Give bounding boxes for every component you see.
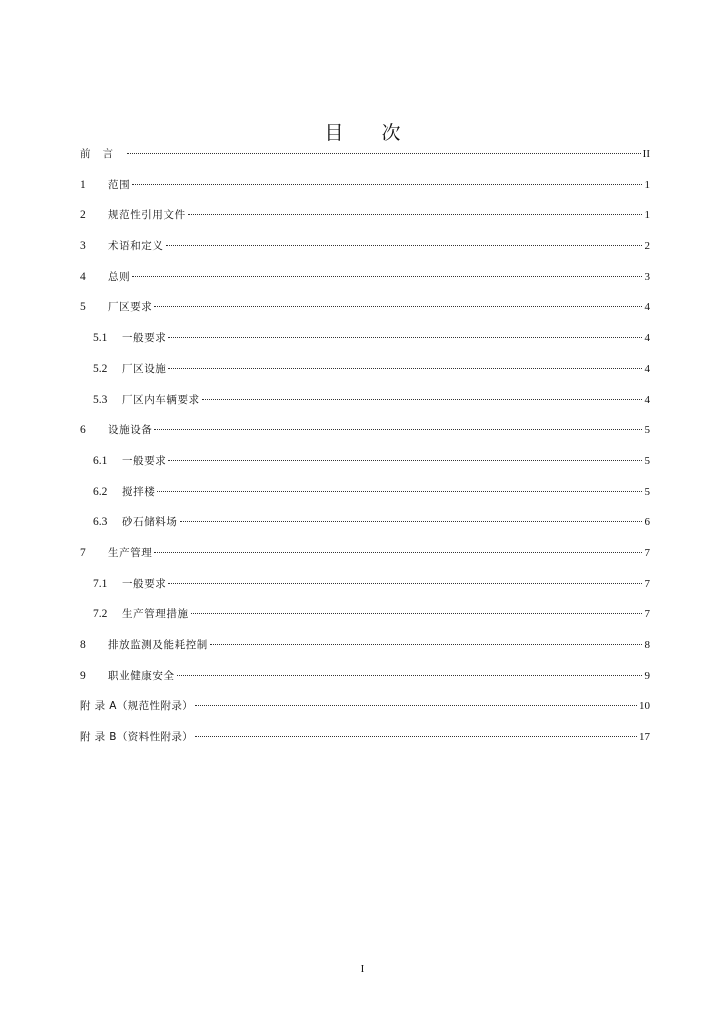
toc-entry[interactable] [80,389,650,420]
toc-entry-title: 总则 [108,270,131,283]
toc-dot-leader [180,520,643,522]
toc-entry-number: 1 [80,178,86,191]
toc-entry-number: 7.2 [93,608,108,621]
toc-entry-page: 10 [639,700,650,713]
toc-entry-title: 职业健康安全 [108,669,175,682]
toc-entry[interactable] [80,358,650,389]
toc-entry[interactable] [80,204,650,235]
page-title: 目 次 [324,122,417,144]
toc-entry[interactable] [80,665,650,696]
toc-entry-title: 设施设备 [108,424,153,437]
toc-entry-title: 生产管理措施 [122,608,189,621]
toc-entry-page: II [642,148,650,160]
toc-entry-number: 5 [80,301,86,314]
toc-dot-leader [127,152,641,154]
table-of-contents [80,143,650,757]
toc-dot-leader [166,244,643,246]
toc-entry-title: 一般要求 [122,454,167,467]
toc-entry-page: 9 [644,669,650,682]
toc-entry-number: 7 [80,546,86,559]
toc-entry[interactable] [80,266,650,297]
toc-entry[interactable] [80,296,650,327]
toc-entry-number: 6.1 [93,454,108,467]
toc-entry[interactable] [80,542,650,573]
toc-entry-number: 3 [80,240,86,253]
toc-dot-leader [154,305,642,307]
toc-entry[interactable] [80,634,650,665]
toc-dot-leader [168,367,642,369]
toc-entry-number: 6.2 [93,485,108,498]
toc-entry[interactable] [80,573,650,604]
toc-entry-number: 6 [80,424,86,437]
toc-dot-leader [132,183,642,185]
toc-entry-title: 厂区要求 [108,301,153,314]
toc-entry-page: 1 [644,209,650,222]
toc-entry-page: 5 [644,485,650,498]
toc-dot-leader [210,643,642,645]
toc-entry-page: 6 [644,516,650,529]
toc-entry-title: 一般要求 [122,577,167,590]
toc-entry-page: 3 [644,270,650,283]
toc-entry-page: 5 [644,424,650,437]
toc-entry-number: 5.3 [93,393,108,406]
toc-entry[interactable] [80,481,650,512]
toc-dot-leader [168,582,642,584]
toc-dot-leader [177,674,642,676]
page-number: I [360,963,365,975]
toc-dot-leader [154,428,642,430]
toc-dot-leader [168,459,642,461]
toc-entry-page: 7 [644,546,650,559]
toc-entry[interactable] [80,327,650,358]
toc-dot-leader [195,735,637,737]
toc-entry[interactable] [80,726,650,757]
toc-entry-number: 9 [80,669,86,682]
toc-entry-page: 4 [644,393,650,406]
toc-entry-page: 17 [639,731,650,744]
toc-entry-number: 6.3 [93,516,108,529]
toc-entry-page: 7 [644,608,650,621]
toc-entry-title: 搅拌楼 [122,485,156,498]
toc-entry-number: 4 [80,270,86,283]
toc-entry-number: 2 [80,209,86,222]
toc-dot-leader [157,490,642,492]
toc-entry-title: 前言 [80,148,125,160]
toc-dot-leader [195,704,637,706]
toc-entry[interactable] [80,235,650,266]
toc-entry-page: 4 [644,301,650,314]
toc-entry-title: 排放监测及能耗控制 [108,639,208,651]
toc-entry-title: 一般要求 [122,332,167,345]
toc-dot-leader [154,551,642,553]
toc-entry-title: 范围 [108,178,131,191]
toc-entry[interactable] [80,695,650,726]
toc-entry[interactable] [80,511,650,542]
toc-entry-page: 2 [644,240,650,253]
toc-entry-number: 8 [80,639,86,651]
toc-entry-title: 生产管理 [108,546,153,559]
toc-entry-page: 8 [644,639,650,651]
toc-entry[interactable] [80,143,650,174]
toc-entry-page: 4 [644,362,650,375]
toc-entry-title: 规范性引用文件 [108,209,186,222]
toc-entry-page: 5 [644,454,650,467]
toc-entry-page: 1 [644,178,650,191]
toc-entry-title: 术语和定义 [108,240,164,253]
toc-dot-leader [188,213,642,215]
toc-entry[interactable] [80,174,650,205]
toc-entry-number: 5.2 [93,362,108,375]
toc-entry-title: 厂区设施 [122,362,167,375]
toc-entry[interactable] [80,603,650,634]
toc-entry[interactable] [80,450,650,481]
toc-dot-leader [191,612,642,614]
toc-entry-number: 7.1 [93,577,108,590]
toc-entry-page: 7 [644,577,650,590]
toc-entry-title: 附 录 B（资料性附录） [80,731,194,744]
toc-dot-leader [202,398,642,400]
toc-dot-leader [132,275,642,277]
toc-entry-title: 厂区内车辆要求 [122,393,200,406]
toc-entry[interactable] [80,419,650,450]
toc-entry-title: 砂石储料场 [122,516,178,529]
toc-dot-leader [168,336,642,338]
toc-entry-page: 4 [644,332,650,345]
toc-entry-title: 附 录 A（规范性附录） [80,700,194,713]
toc-entry-number: 5.1 [93,332,108,345]
